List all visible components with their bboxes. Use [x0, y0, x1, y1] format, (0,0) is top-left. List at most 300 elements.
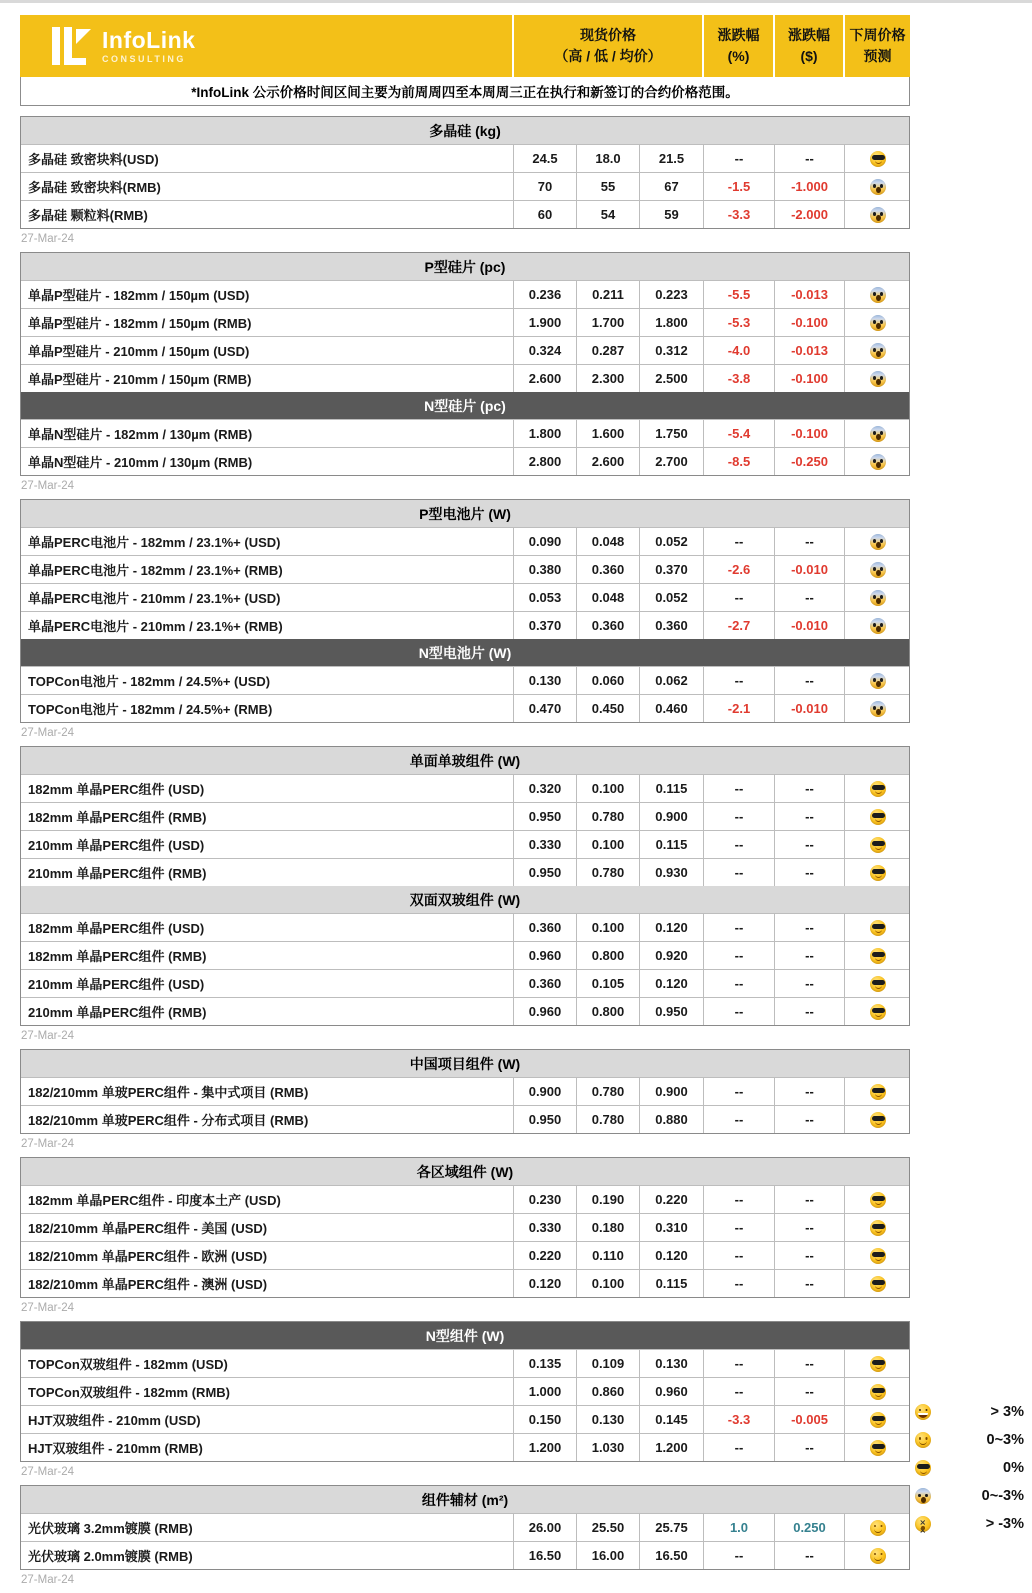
brand-area [20, 15, 512, 77]
price-low-cell: 2.600 [576, 448, 639, 475]
price-low-cell: 0.800 [576, 942, 639, 969]
table-row [21, 802, 909, 830]
price-low-cell: 1.600 [576, 420, 639, 447]
change-pct-cell: -- [703, 1270, 774, 1297]
table-row [21, 280, 909, 308]
change-pct-cell: -- [703, 1106, 774, 1133]
forecast-cell [844, 612, 911, 639]
change-usd-title: 涨跌幅 [788, 27, 830, 43]
price-high-cell: 0.150 [513, 1406, 576, 1433]
forecast-cell [844, 1078, 911, 1105]
dizzy-face-icon [915, 1516, 931, 1532]
price-avg-cell: 1.750 [639, 420, 703, 447]
price-high-cell: 0.236 [513, 281, 576, 308]
price-high-cell: 1.900 [513, 309, 576, 336]
price-block [20, 1321, 910, 1462]
table-row [21, 774, 909, 802]
price-period-note: *InfoLink 公示价格时间区间主要为前周周四至本周周三正在执行和新签订的合约价格范围。 [20, 77, 910, 106]
product-label-cell: 182/210mm 单玻PERC组件 - 分布式项目 (RMB) [28, 1113, 309, 1128]
table-row [21, 694, 909, 722]
smile-face-icon [915, 1432, 931, 1448]
change-pct-cell: 1.0 [703, 1514, 774, 1541]
change-pct-cell: -4.0 [703, 337, 774, 364]
infolink-logo-icon [52, 25, 92, 67]
change-usd-cell: -- [774, 942, 844, 969]
price-high-cell: 16.50 [513, 1542, 576, 1569]
sunglasses-face-icon [870, 1248, 886, 1264]
date-stamp: 27-Mar-24 [21, 1466, 75, 1478]
price-avg-cell: 0.360 [639, 612, 703, 639]
price-low-cell: 25.50 [576, 1514, 639, 1541]
forecast-cell [844, 201, 911, 228]
change-usd-cell: -- [774, 145, 844, 172]
product-label-cell: 单晶P型硅片 - 182mm / 150µm (RMB) [28, 316, 252, 331]
price-block [20, 1049, 910, 1134]
change-pct-cell: -- [703, 584, 774, 611]
scream-face-icon [870, 426, 886, 442]
table-row [21, 1513, 909, 1541]
price-block [20, 116, 910, 229]
change-usd-cell: -- [774, 1270, 844, 1297]
table-row [21, 1541, 909, 1569]
price-low-cell: 0.105 [576, 970, 639, 997]
price-block [20, 746, 910, 1026]
price-high-cell: 0.380 [513, 556, 576, 583]
product-label-cell: 182/210mm 单玻PERC组件 - 集中式项目 (RMB) [28, 1085, 309, 1100]
scream-face-icon [870, 673, 886, 689]
section-header: 组件辅材 (m²) [21, 1486, 909, 1513]
change-pct-cell: -- [703, 1434, 774, 1461]
price-avg-cell: 21.5 [639, 145, 703, 172]
change-pct-cell: -5.4 [703, 420, 774, 447]
change-pct-cell: -3.8 [703, 365, 774, 392]
price-low-cell: 0.211 [576, 281, 639, 308]
legend-item [905, 1426, 1030, 1454]
change-pct-cell: -- [703, 914, 774, 941]
price-high-cell: 0.220 [513, 1242, 576, 1269]
table-row [21, 1105, 909, 1133]
product-label-cell: 多晶硅 致密块料(RMB) [28, 180, 161, 195]
forecast-title-line1: 下周价格 [849, 27, 906, 43]
change-usd-cell: -- [774, 859, 844, 886]
price-low-cell: 0.360 [576, 556, 639, 583]
scream-face-icon [870, 562, 886, 578]
change-pct-cell: -- [703, 998, 774, 1025]
sunglasses-face-icon [870, 1412, 886, 1428]
change-usd-cell: -0.005 [774, 1406, 844, 1433]
price-high-cell: 0.320 [513, 775, 576, 802]
change-usd-cell: -- [774, 1078, 844, 1105]
change-pct-cell: -- [703, 803, 774, 830]
sunglasses-face-icon [870, 1192, 886, 1208]
change-pct-title: 涨跌幅 [717, 27, 760, 43]
change-usd-cell: -0.100 [774, 309, 844, 336]
price-avg-cell: 0.460 [639, 695, 703, 722]
table-row [21, 830, 909, 858]
forecast-cell [844, 667, 911, 694]
forecast-cell [844, 803, 911, 830]
forecast-cell [844, 1378, 911, 1405]
product-label-cell: 182mm 单晶PERC组件 (RMB) [28, 949, 207, 964]
product-label-cell: 单晶PERC电池片 - 210mm / 23.1%+ (USD) [28, 591, 281, 606]
page-top-edge [0, 0, 1032, 3]
change-pct-cell: -2.1 [703, 695, 774, 722]
price-low-cell: 0.450 [576, 695, 639, 722]
price-avg-cell: 0.120 [639, 914, 703, 941]
product-label-cell: TOPCon电池片 - 182mm / 24.5%+ (RMB) [28, 702, 273, 717]
change-pct-cell: -- [703, 145, 774, 172]
table-row [21, 1185, 909, 1213]
table-row [21, 997, 909, 1025]
sunglasses-face-icon [870, 1084, 886, 1100]
price-avg-cell: 0.145 [639, 1406, 703, 1433]
price-high-cell: 2.600 [513, 365, 576, 392]
sunglasses-face-icon [870, 781, 886, 797]
table-row [21, 666, 909, 694]
product-label-cell: 182mm 单晶PERC组件 (RMB) [28, 810, 207, 825]
sunglasses-face-icon [870, 837, 886, 853]
change-pct-cell: -- [703, 942, 774, 969]
product-label-cell: 182/210mm 单晶PERC组件 - 美国 (USD) [28, 1221, 268, 1236]
price-block [20, 252, 910, 476]
brand-name: InfoLink [102, 26, 196, 53]
product-label-cell: 多晶硅 颗粒料(RMB) [28, 208, 148, 223]
forecast-cell [844, 695, 911, 722]
price-high-cell: 70 [513, 173, 576, 200]
price-low-cell: 18.0 [576, 145, 639, 172]
price-high-cell: 0.090 [513, 528, 576, 555]
table-row [21, 144, 909, 172]
table-row [21, 1433, 909, 1461]
table-row [21, 200, 909, 228]
price-high-cell: 0.950 [513, 803, 576, 830]
sunglasses-face-icon [870, 1276, 886, 1292]
product-label-cell: 182mm 单晶PERC组件 (USD) [28, 921, 205, 936]
price-low-cell: 0.100 [576, 914, 639, 941]
change-usd-cell: -- [774, 667, 844, 694]
legend-item [905, 1482, 1030, 1510]
price-low-cell: 0.109 [576, 1350, 639, 1377]
product-label-cell: 单晶N型硅片 - 210mm / 130µm (RMB) [28, 455, 253, 470]
sunglasses-face-icon [870, 948, 886, 964]
table-row [21, 308, 909, 336]
price-high-cell: 24.5 [513, 145, 576, 172]
price-block [20, 499, 910, 723]
price-avg-cell: 0.115 [639, 775, 703, 802]
price-avg-cell: 59 [639, 201, 703, 228]
change-pct-cell: -- [703, 1214, 774, 1241]
change-pct-cell: -5.5 [703, 281, 774, 308]
section-header: 单面单玻组件 (W) [21, 747, 909, 774]
change-usd-cell: -- [774, 1242, 844, 1269]
change-usd-cell: 0.250 [774, 1514, 844, 1541]
scream-face-icon [870, 343, 886, 359]
change-usd-cell: -- [774, 998, 844, 1025]
price-avg-cell: 0.920 [639, 942, 703, 969]
price-low-cell: 0.100 [576, 1270, 639, 1297]
product-label-cell: 210mm 单晶PERC组件 (USD) [28, 838, 205, 853]
price-low-cell: 0.048 [576, 584, 639, 611]
price-low-cell: 0.100 [576, 775, 639, 802]
change-pct-cell: -- [703, 528, 774, 555]
price-low-cell: 0.190 [576, 1186, 639, 1213]
price-blocks [20, 116, 910, 1586]
change-pct-cell: -2.6 [703, 556, 774, 583]
forecast-cell [844, 859, 911, 886]
forecast-cell [844, 1186, 911, 1213]
price-low-cell: 0.800 [576, 998, 639, 1025]
table-row [21, 555, 909, 583]
table-row [21, 1077, 909, 1105]
price-avg-cell: 0.950 [639, 998, 703, 1025]
sunglasses-face-icon [870, 1220, 886, 1236]
change-usd-cell: -1.000 [774, 173, 844, 200]
change-usd-cell: -0.010 [774, 556, 844, 583]
change-usd-cell: -- [774, 1350, 844, 1377]
smile-face-icon [870, 1520, 886, 1536]
price-high-cell: 0.130 [513, 667, 576, 694]
product-label-cell: TOPCon双玻组件 - 182mm (USD) [28, 1357, 228, 1372]
legend-item [905, 1454, 1030, 1482]
price-avg-cell: 0.900 [639, 803, 703, 830]
section-header: P型电池片 (W) [21, 500, 909, 527]
column-header-change-usd [773, 15, 843, 77]
table-row [21, 969, 909, 997]
forecast-cell [844, 1542, 911, 1569]
price-low-cell: 0.110 [576, 1242, 639, 1269]
change-usd-cell: -- [774, 831, 844, 858]
sunglasses-face-icon [870, 865, 886, 881]
price-high-cell: 0.230 [513, 1186, 576, 1213]
table-row [21, 1213, 909, 1241]
spot-price-title: 现货价格 [580, 27, 636, 43]
price-avg-cell: 0.370 [639, 556, 703, 583]
date-stamp: 27-Mar-24 [21, 1030, 75, 1042]
change-usd-cell: -- [774, 1214, 844, 1241]
forecast-cell [844, 1514, 911, 1541]
product-label-cell: 182/210mm 单晶PERC组件 - 欧洲 (USD) [28, 1249, 268, 1264]
price-low-cell: 55 [576, 173, 639, 200]
section-header: 中国项目组件 (W) [21, 1050, 909, 1077]
change-pct-cell: -- [703, 1378, 774, 1405]
change-pct-cell: -5.3 [703, 309, 774, 336]
table-row [21, 858, 909, 886]
price-high-cell: 0.900 [513, 1078, 576, 1105]
table-row [21, 583, 909, 611]
spot-price-subtitle: （高 / 低 / 均价） [554, 48, 662, 64]
change-pct-cell: -1.5 [703, 173, 774, 200]
brand-subtitle: CONSULTING [102, 53, 186, 64]
forecast-cell [844, 365, 911, 392]
forecast-cell [844, 556, 911, 583]
forecast-cell [844, 528, 911, 555]
sunglasses-face-icon [870, 1112, 886, 1128]
date-stamp: 27-Mar-24 [21, 1302, 75, 1314]
price-low-cell: 0.060 [576, 667, 639, 694]
section-header: P型硅片 (pc) [21, 253, 909, 280]
forecast-cell [844, 584, 911, 611]
sunglasses-face-icon [870, 920, 886, 936]
price-high-cell: 60 [513, 201, 576, 228]
section-header: 双面双玻组件 (W) [21, 886, 909, 913]
product-label-cell: 单晶N型硅片 - 182mm / 130µm (RMB) [28, 427, 253, 442]
price-avg-cell: 0.130 [639, 1350, 703, 1377]
price-low-cell: 0.780 [576, 1106, 639, 1133]
sunglasses-face-icon [870, 1440, 886, 1456]
change-usd-cell: -- [774, 803, 844, 830]
price-low-cell: 0.130 [576, 1406, 639, 1433]
price-low-cell: 1.700 [576, 309, 639, 336]
legend-item [905, 1398, 1030, 1426]
table-row [21, 336, 909, 364]
price-high-cell: 0.135 [513, 1350, 576, 1377]
price-high-cell: 1.800 [513, 420, 576, 447]
price-high-cell: 26.00 [513, 1514, 576, 1541]
change-pct-cell: -8.5 [703, 448, 774, 475]
change-pct-cell: -- [703, 775, 774, 802]
change-usd-cell: -0.100 [774, 420, 844, 447]
scream-face-icon [870, 287, 886, 303]
change-usd-cell: -0.010 [774, 695, 844, 722]
forecast-cell [844, 970, 911, 997]
change-usd-cell: -- [774, 1106, 844, 1133]
change-usd-cell: -0.013 [774, 281, 844, 308]
section-header: N型组件 (W) [21, 1322, 909, 1349]
forecast-cell [844, 775, 911, 802]
price-low-cell: 0.100 [576, 831, 639, 858]
forecast-cell [844, 1350, 911, 1377]
forecast-cell [844, 942, 911, 969]
product-label-cell: 光伏玻璃 2.0mm镀膜 (RMB) [28, 1549, 193, 1564]
sunglasses-face-icon [870, 1356, 886, 1372]
price-low-cell: 16.00 [576, 1542, 639, 1569]
price-avg-cell: 0.960 [639, 1378, 703, 1405]
scream-face-icon [870, 701, 886, 717]
price-high-cell: 0.950 [513, 859, 576, 886]
change-pct-cell: -- [703, 1078, 774, 1105]
price-avg-cell: 0.310 [639, 1214, 703, 1241]
product-label-cell: 多晶硅 致密块料(USD) [28, 152, 159, 167]
forecast-cell [844, 1270, 911, 1297]
section-header: 各区域组件 (W) [21, 1158, 909, 1185]
table-row [21, 941, 909, 969]
report-header [20, 15, 910, 77]
date-stamp: 27-Mar-24 [21, 1138, 75, 1150]
product-label-cell: 单晶P型硅片 - 210mm / 150µm (USD) [28, 344, 250, 359]
price-low-cell: 2.300 [576, 365, 639, 392]
forecast-cell [844, 145, 911, 172]
product-label-cell: TOPCon电池片 - 182mm / 24.5%+ (USD) [28, 674, 271, 689]
price-high-cell: 1.000 [513, 1378, 576, 1405]
product-label-cell: 单晶PERC电池片 - 210mm / 23.1%+ (RMB) [28, 619, 283, 634]
column-header-change-pct [702, 15, 773, 77]
change-usd-cell: -- [774, 914, 844, 941]
sunglasses-face-icon [870, 1384, 886, 1400]
price-high-cell: 0.324 [513, 337, 576, 364]
table-row [21, 913, 909, 941]
forecast-cell [844, 1406, 911, 1433]
scream-face-icon [870, 315, 886, 331]
product-label-cell: 182/210mm 单晶PERC组件 - 澳洲 (USD) [28, 1277, 268, 1292]
change-usd-unit: ($) [800, 48, 818, 64]
price-low-cell: 0.287 [576, 337, 639, 364]
price-avg-cell: 2.700 [639, 448, 703, 475]
price-low-cell: 54 [576, 201, 639, 228]
product-label-cell: 210mm 单晶PERC组件 (RMB) [28, 866, 207, 881]
forecast-cell [844, 1242, 911, 1269]
change-usd-cell: -2.000 [774, 201, 844, 228]
product-label-cell: 182mm 单晶PERC组件 (USD) [28, 782, 205, 797]
legend-label: 0~3% [986, 1432, 1024, 1448]
forecast-cell [844, 420, 911, 447]
change-pct-cell: -- [703, 1542, 774, 1569]
price-avg-cell: 1.800 [639, 309, 703, 336]
price-low-cell: 0.860 [576, 1378, 639, 1405]
forecast-cell [844, 998, 911, 1025]
smile-face-icon [870, 1548, 886, 1564]
product-label-cell: 光伏玻璃 3.2mm镀膜 (RMB) [28, 1521, 193, 1536]
product-label-cell: HJT双玻组件 - 210mm (USD) [28, 1413, 201, 1428]
legend-label: > 3% [990, 1404, 1024, 1420]
table-row [21, 1241, 909, 1269]
scream-face-icon [870, 454, 886, 470]
price-avg-cell: 0.052 [639, 528, 703, 555]
price-avg-cell: 0.312 [639, 337, 703, 364]
sunglasses-face-icon [870, 809, 886, 825]
change-usd-cell: -0.100 [774, 365, 844, 392]
change-usd-cell: -- [774, 1186, 844, 1213]
price-low-cell: 0.780 [576, 1078, 639, 1105]
forecast-cell [844, 1106, 911, 1133]
change-pct-cell: -- [703, 1186, 774, 1213]
price-avg-cell: 0.115 [639, 1270, 703, 1297]
scream-face-icon [870, 371, 886, 387]
price-high-cell: 0.330 [513, 1214, 576, 1241]
price-high-cell: 0.053 [513, 584, 576, 611]
scream-face-icon [870, 534, 886, 550]
price-high-cell: 0.960 [513, 942, 576, 969]
price-high-cell: 0.370 [513, 612, 576, 639]
change-pct-cell: -3.3 [703, 201, 774, 228]
sunglasses-face-icon [870, 151, 886, 167]
product-label-cell: HJT双玻组件 - 210mm (RMB) [28, 1441, 203, 1456]
price-avg-cell: 0.120 [639, 970, 703, 997]
sunglasses-face-icon [915, 1460, 931, 1476]
date-stamp: 27-Mar-24 [21, 480, 75, 492]
table-row [21, 611, 909, 639]
price-avg-cell: 25.75 [639, 1514, 703, 1541]
change-pct-unit: (%) [727, 48, 750, 64]
price-low-cell: 0.180 [576, 1214, 639, 1241]
table-row [21, 364, 909, 392]
table-row [21, 1377, 909, 1405]
legend-label: > -3% [985, 1516, 1024, 1532]
forecast-cell [844, 448, 911, 475]
price-avg-cell: 0.880 [639, 1106, 703, 1133]
change-usd-cell: -0.013 [774, 337, 844, 364]
date-stamp: 27-Mar-24 [21, 233, 75, 245]
forecast-title-line2: 预测 [863, 48, 892, 64]
product-label-cell: 单晶P型硅片 - 182mm / 150µm (USD) [28, 288, 250, 303]
scream-face-icon [915, 1488, 931, 1504]
price-avg-cell: 0.052 [639, 584, 703, 611]
change-usd-cell: -- [774, 1378, 844, 1405]
price-avg-cell: 0.120 [639, 1242, 703, 1269]
column-header-spot-price [512, 15, 702, 77]
price-avg-cell: 16.50 [639, 1542, 703, 1569]
price-avg-cell: 0.220 [639, 1186, 703, 1213]
price-high-cell: 0.950 [513, 1106, 576, 1133]
